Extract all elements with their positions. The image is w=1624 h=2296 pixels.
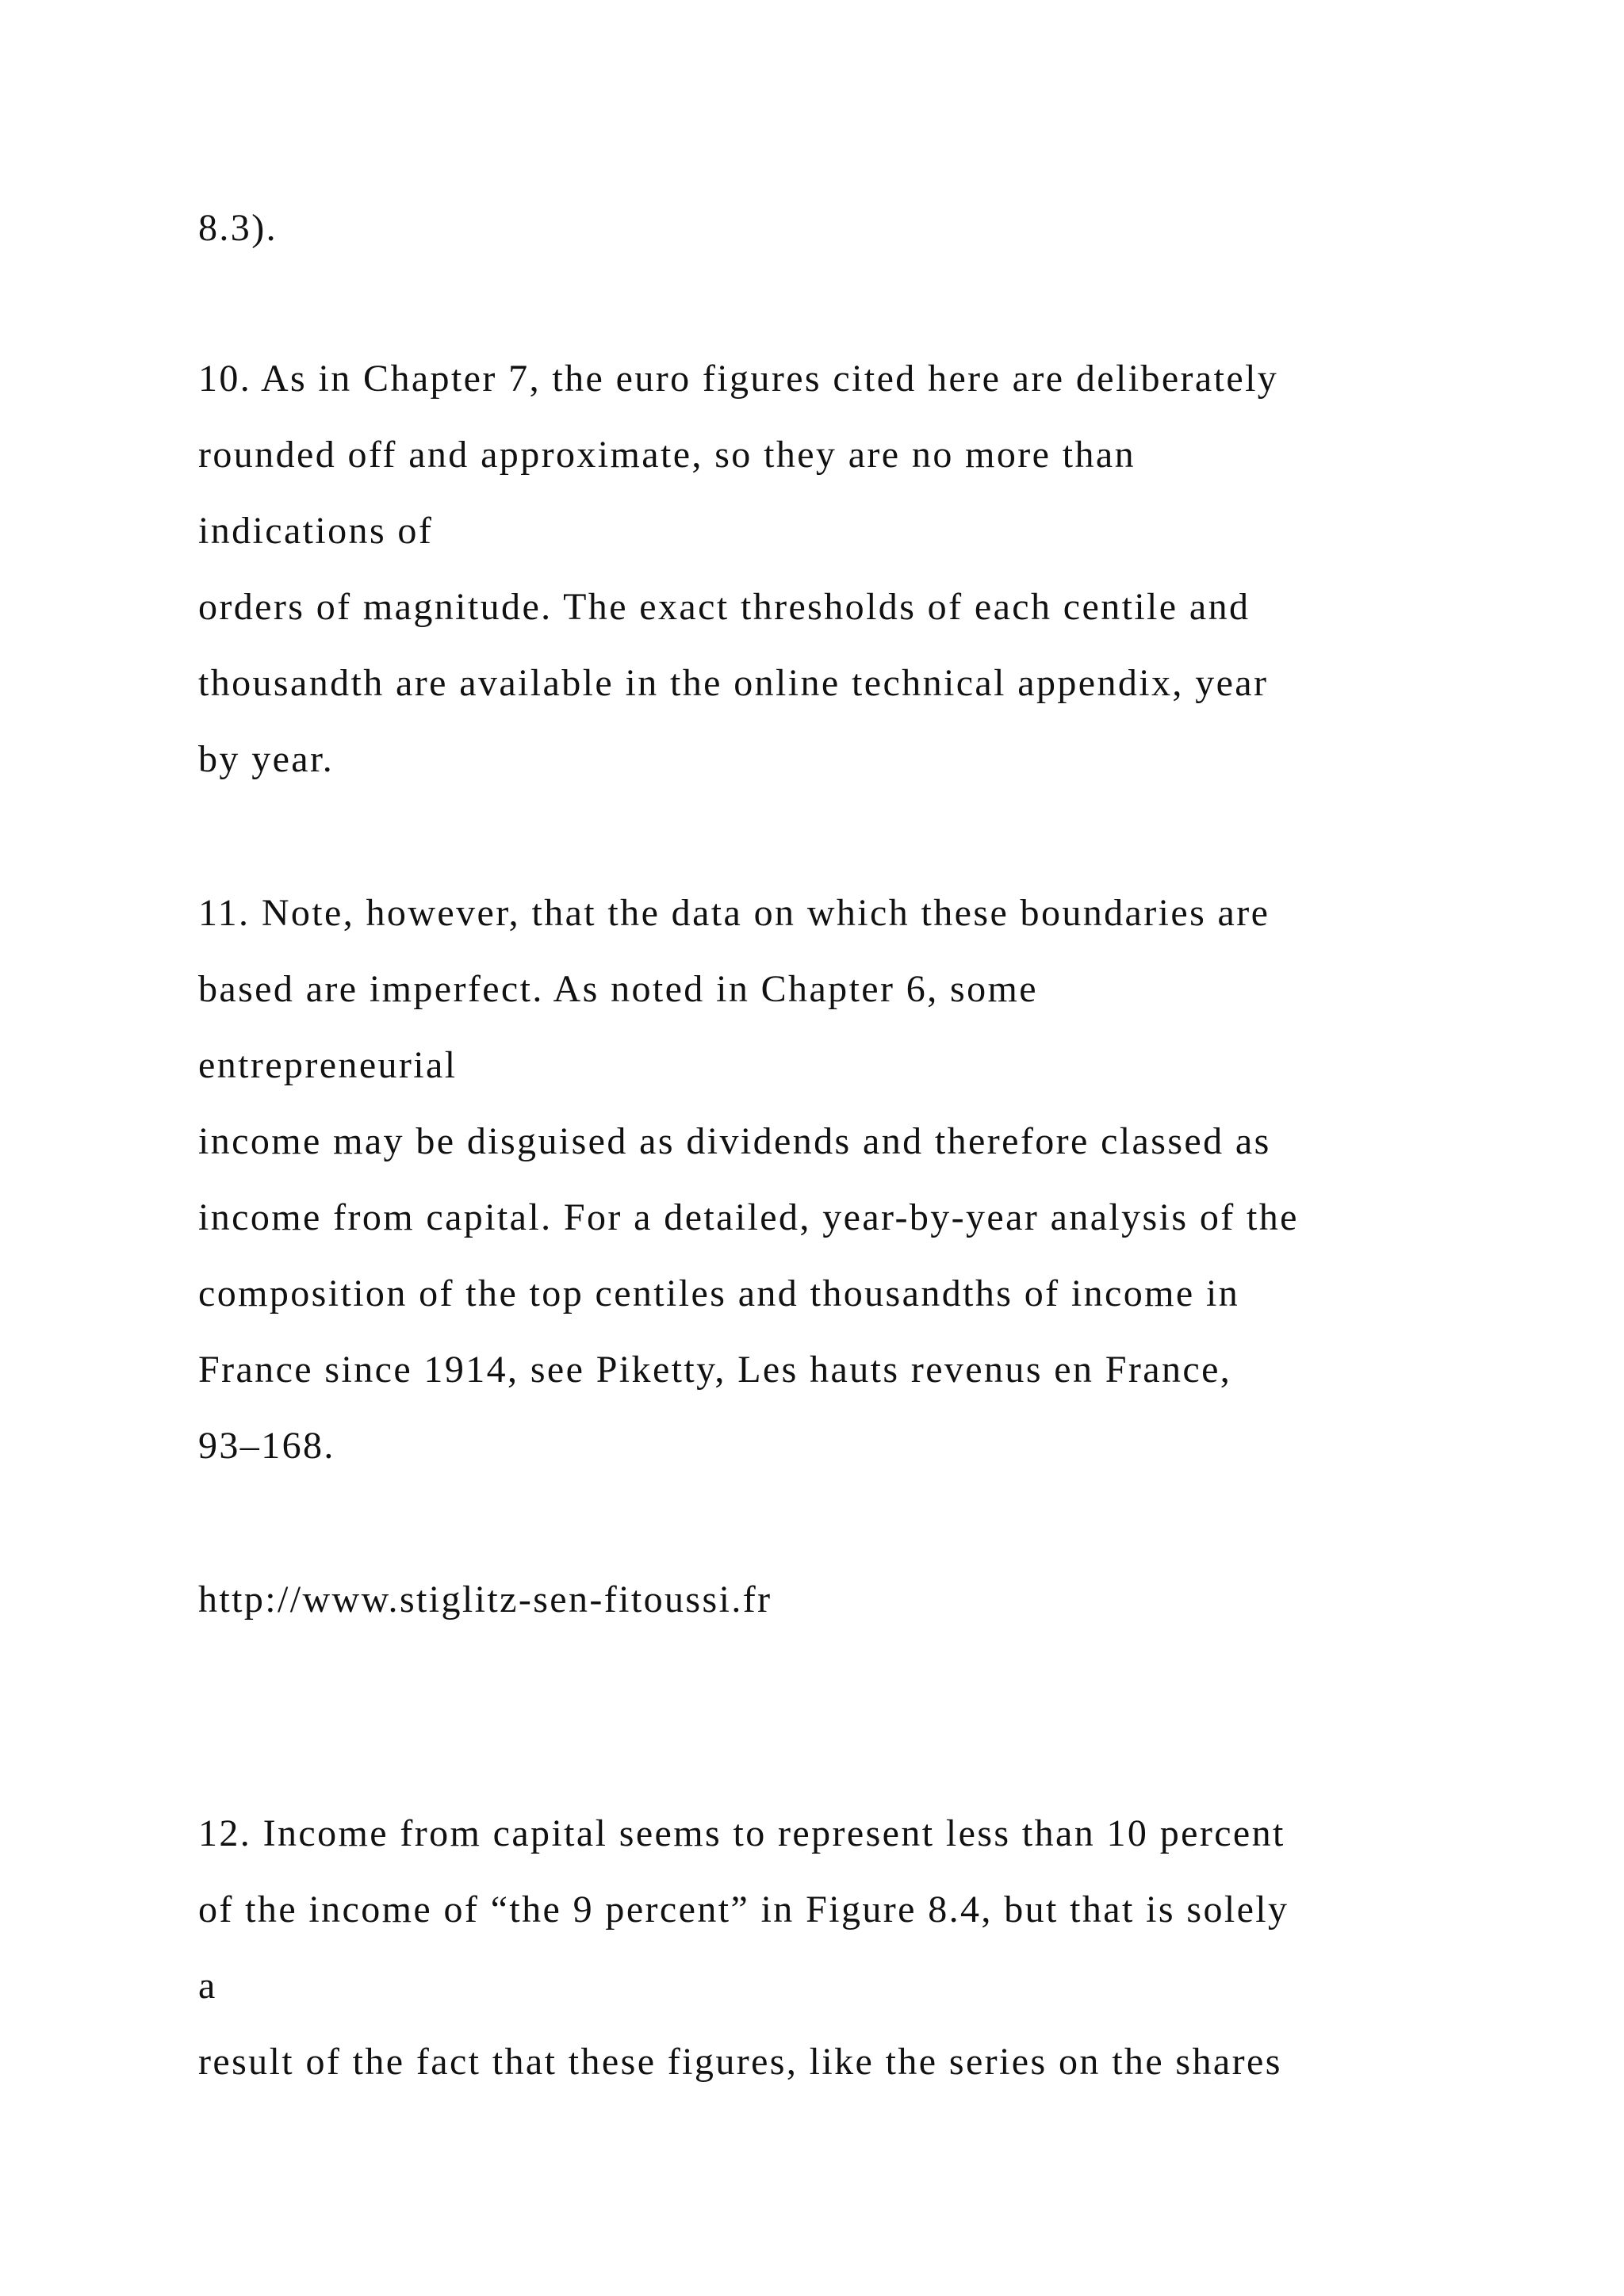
url-line [198, 1562, 1499, 1638]
footnote-10 [198, 341, 1499, 798]
text-line: 12. Income from capital seems to represent less than 10 percent [198, 1812, 1285, 1854]
text-line: indications of [198, 510, 434, 552]
text-line: result of the fact that these figures, like the series on the shares [198, 2041, 1282, 2083]
text-line: a [198, 1965, 217, 2007]
text-line: by year. [198, 738, 335, 780]
text-line: thousandth are available in the online technical appendix, year [198, 662, 1269, 704]
text-line: of the income of “the 9 percent” in Figure 8.4, but that is solely [198, 1888, 1289, 1931]
text-line: composition of the top centiles and thousandths of income in [198, 1272, 1240, 1314]
text-line: 8.3). [198, 207, 278, 249]
text-line: income may be disguised as dividends and therefore classed as [198, 1120, 1271, 1162]
text-line: orders of magnitude. The exact thresholds of each centile and [198, 586, 1251, 628]
text-line: rounded off and approximate, so they are no more than [198, 434, 1136, 476]
text-line: based are imperfect. As noted in Chapter 6, some [198, 968, 1038, 1010]
text-line: income from capital. For a detailed, year-by-year analysis of the [198, 1196, 1299, 1238]
text-line: entrepreneurial [198, 1044, 458, 1086]
fragment-8-3 [198, 190, 1499, 266]
text-line: 10. As in Chapter 7, the euro figures cited here are deliberately [198, 358, 1279, 400]
url-text: http://www.stiglitz-sen-fitoussi.fr [198, 1578, 772, 1621]
text-line: 93–168. [198, 1425, 335, 1467]
footnote-11 [198, 875, 1499, 1484]
text-line: France since 1914, see Piketty, Les hauts revenus en France, [198, 1349, 1232, 1391]
footnote-12 [198, 1796, 1499, 2100]
text-line: 11. Note, however, that the data on which these boundaries are [198, 892, 1270, 934]
